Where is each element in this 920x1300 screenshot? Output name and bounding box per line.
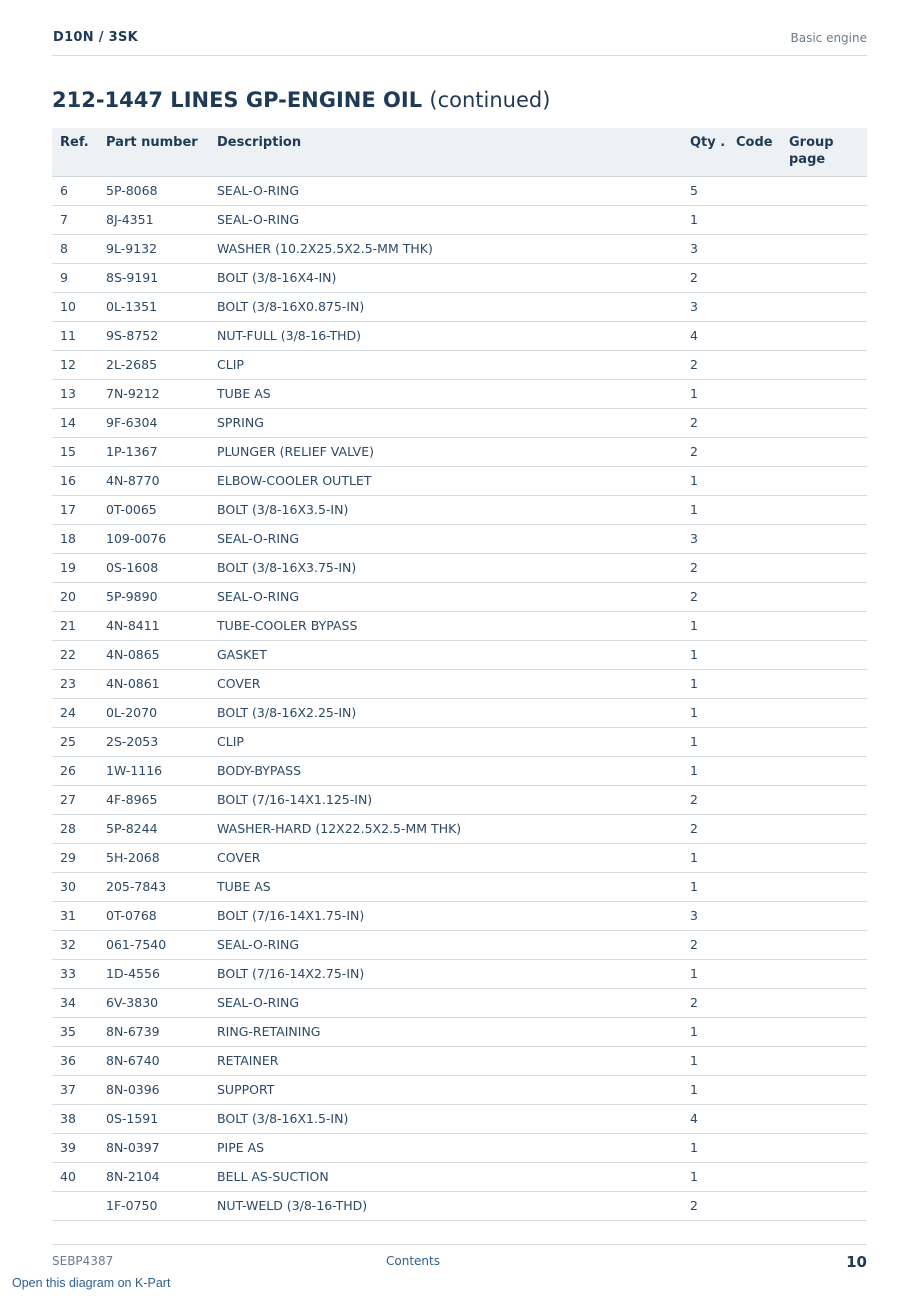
table-row	[52, 583, 867, 612]
code-cell	[728, 1163, 781, 1192]
code-cell	[728, 554, 781, 583]
table-row	[52, 525, 867, 554]
part-number-cell: 0T-0768	[98, 902, 209, 931]
code-cell	[728, 1076, 781, 1105]
description-cell: CLIP	[209, 728, 682, 757]
table-row	[52, 612, 867, 641]
qty-cell: 1	[682, 467, 728, 496]
part-number-cell: 8N-0396	[98, 1076, 209, 1105]
ref-cell: 9	[52, 264, 98, 293]
ref-cell: 31	[52, 902, 98, 931]
group-page-cell	[781, 960, 867, 989]
ref-cell: 23	[52, 670, 98, 699]
code-cell	[728, 844, 781, 873]
part-number-cell: 2L-2685	[98, 351, 209, 380]
qty-cell: 1	[682, 496, 728, 525]
group-page-cell	[781, 438, 867, 467]
table-row	[52, 728, 867, 757]
group-page-cell	[781, 525, 867, 554]
description-cell: BOLT (3/8-16X3.75-IN)	[209, 554, 682, 583]
table-row	[52, 438, 867, 467]
group-page-cell	[781, 931, 867, 960]
code-cell	[728, 583, 781, 612]
description-cell: PLUNGER (RELIEF VALVE)	[209, 438, 682, 467]
table-row	[52, 1192, 867, 1221]
section-label: Basic engine	[790, 31, 867, 45]
group-page-cell	[781, 583, 867, 612]
part-number-cell: 4F-8965	[98, 786, 209, 815]
part-number-cell: 1W-1116	[98, 757, 209, 786]
table-row	[52, 670, 867, 699]
code-cell	[728, 757, 781, 786]
table-row	[52, 902, 867, 931]
description-cell: BELL AS-SUCTION	[209, 1163, 682, 1192]
ref-cell: 17	[52, 496, 98, 525]
description-cell: ELBOW-COOLER OUTLET	[209, 467, 682, 496]
code-cell	[728, 699, 781, 728]
column-header-qty: Qty .	[682, 128, 728, 177]
table-row	[52, 757, 867, 786]
description-cell: BOLT (7/16-14X1.125-IN)	[209, 786, 682, 815]
code-cell	[728, 206, 781, 235]
table-row	[52, 815, 867, 844]
code-cell	[728, 1047, 781, 1076]
code-cell	[728, 1105, 781, 1134]
part-number-cell: 0L-1351	[98, 293, 209, 322]
parts-table-body	[52, 177, 867, 1221]
part-number-cell: 7N-9212	[98, 380, 209, 409]
ref-cell: 39	[52, 1134, 98, 1163]
part-number-cell: 4N-0861	[98, 670, 209, 699]
description-cell: SEAL-O-RING	[209, 989, 682, 1018]
code-cell	[728, 351, 781, 380]
table-row	[52, 1047, 867, 1076]
ref-cell: 40	[52, 1163, 98, 1192]
description-cell: RETAINER	[209, 1047, 682, 1076]
table-row	[52, 931, 867, 960]
qty-cell: 1	[682, 206, 728, 235]
table-row	[52, 699, 867, 728]
description-cell: SEAL-O-RING	[209, 206, 682, 235]
table-row	[52, 844, 867, 873]
qty-cell: 1	[682, 873, 728, 902]
table-row	[52, 989, 867, 1018]
code-cell	[728, 786, 781, 815]
table-row	[52, 1134, 867, 1163]
code-cell	[728, 322, 781, 351]
continued-label: (continued)	[429, 88, 551, 112]
qty-cell: 2	[682, 409, 728, 438]
qty-cell: 1	[682, 1134, 728, 1163]
group-page-cell	[781, 989, 867, 1018]
ref-cell: 18	[52, 525, 98, 554]
ref-cell: 30	[52, 873, 98, 902]
group-page-cell	[781, 1018, 867, 1047]
description-cell: SEAL-O-RING	[209, 583, 682, 612]
description-cell: SEAL-O-RING	[209, 931, 682, 960]
part-number-cell: 9L-9132	[98, 235, 209, 264]
ref-cell: 29	[52, 844, 98, 873]
part-number-cell: 9F-6304	[98, 409, 209, 438]
description-cell: BOLT (3/8-16X1.5-IN)	[209, 1105, 682, 1134]
column-header-description: Description	[209, 128, 682, 177]
qty-cell: 2	[682, 786, 728, 815]
part-number-cell: 0T-0065	[98, 496, 209, 525]
part-number-cell: 8J-4351	[98, 206, 209, 235]
code-cell	[728, 467, 781, 496]
code-cell	[728, 409, 781, 438]
qty-cell: 4	[682, 1105, 728, 1134]
description-cell: TUBE AS	[209, 380, 682, 409]
table-row	[52, 409, 867, 438]
ref-cell: 20	[52, 583, 98, 612]
parts-table	[52, 128, 867, 1221]
ref-cell: 8	[52, 235, 98, 264]
description-cell: BODY-BYPASS	[209, 757, 682, 786]
group-page-cell	[781, 496, 867, 525]
column-header-code: Code	[728, 128, 781, 177]
group-page-cell	[781, 1047, 867, 1076]
description-cell: PIPE AS	[209, 1134, 682, 1163]
group-page-cell	[781, 1134, 867, 1163]
qty-cell: 3	[682, 525, 728, 554]
code-cell	[728, 1192, 781, 1221]
qty-cell: 2	[682, 583, 728, 612]
group-page-cell	[781, 351, 867, 380]
qty-cell: 2	[682, 554, 728, 583]
qty-cell: 2	[682, 351, 728, 380]
description-cell: NUT-WELD (3/8-16-THD)	[209, 1192, 682, 1221]
description-cell: COVER	[209, 844, 682, 873]
code-cell	[728, 496, 781, 525]
part-number-cell: 0S-1591	[98, 1105, 209, 1134]
group-page-cell	[781, 206, 867, 235]
qty-cell: 3	[682, 293, 728, 322]
qty-cell: 1	[682, 1047, 728, 1076]
table-row	[52, 380, 867, 409]
table-row	[52, 960, 867, 989]
group-page-cell	[781, 902, 867, 931]
ref-cell: 25	[52, 728, 98, 757]
table-row	[52, 351, 867, 380]
model-label: D10N / 3SK	[53, 30, 139, 45]
ref-cell: 37	[52, 1076, 98, 1105]
table-row	[52, 264, 867, 293]
qty-cell: 4	[682, 322, 728, 351]
table-row	[52, 641, 867, 670]
ref-cell: 38	[52, 1105, 98, 1134]
description-cell: RING-RETAINING	[209, 1018, 682, 1047]
group-page-cell	[781, 1163, 867, 1192]
part-number-cell: 1F-0750	[98, 1192, 209, 1221]
description-cell: SUPPORT	[209, 1076, 682, 1105]
description-cell: BOLT (3/8-16X3.5-IN)	[209, 496, 682, 525]
part-number-cell: 8N-6740	[98, 1047, 209, 1076]
code-cell	[728, 177, 781, 206]
code-cell	[728, 612, 781, 641]
part-number-cell: 205-7843	[98, 873, 209, 902]
description-cell: BOLT (7/16-14X1.75-IN)	[209, 902, 682, 931]
ref-cell: 27	[52, 786, 98, 815]
ref-cell: 14	[52, 409, 98, 438]
part-number-cell: 4N-0865	[98, 641, 209, 670]
header-row	[52, 128, 867, 177]
qty-cell: 1	[682, 1018, 728, 1047]
group-page-cell	[781, 728, 867, 757]
code-cell	[728, 1018, 781, 1047]
part-number-cell: 9S-8752	[98, 322, 209, 351]
column-header-ref: Ref.	[52, 128, 98, 177]
description-cell: COVER	[209, 670, 682, 699]
ref-cell: 12	[52, 351, 98, 380]
group-page-cell	[781, 786, 867, 815]
ref-cell: 10	[52, 293, 98, 322]
code-cell	[728, 728, 781, 757]
qty-cell: 1	[682, 641, 728, 670]
column-header-part-number: Part number	[98, 128, 209, 177]
description-cell: BOLT (7/16-14X2.75-IN)	[209, 960, 682, 989]
group-page-cell	[781, 264, 867, 293]
qty-cell: 1	[682, 699, 728, 728]
code-cell	[728, 931, 781, 960]
code-cell	[728, 525, 781, 554]
ref-cell: 21	[52, 612, 98, 641]
contents-link[interactable]: Contents	[386, 1254, 440, 1268]
part-number-cell: 1D-4556	[98, 960, 209, 989]
code-cell	[728, 641, 781, 670]
table-row	[52, 1076, 867, 1105]
qty-cell: 1	[682, 1076, 728, 1105]
qty-cell: 5	[682, 177, 728, 206]
description-cell: SEAL-O-RING	[209, 177, 682, 206]
qty-cell: 1	[682, 1163, 728, 1192]
group-page-cell	[781, 554, 867, 583]
page-footer	[52, 1244, 867, 1275]
group-page-cell	[781, 670, 867, 699]
group-page-cell	[781, 177, 867, 206]
description-cell: BOLT (3/8-16X0.875-IN)	[209, 293, 682, 322]
group-page-cell	[781, 641, 867, 670]
part-number-cell: 1P-1367	[98, 438, 209, 467]
group-page-cell	[781, 1192, 867, 1221]
group-page-cell	[781, 873, 867, 902]
part-number-cell: 6V-3830	[98, 989, 209, 1018]
ref-cell: 7	[52, 206, 98, 235]
ref-cell: 34	[52, 989, 98, 1018]
table-row	[52, 206, 867, 235]
table-row	[52, 873, 867, 902]
ref-cell: 15	[52, 438, 98, 467]
table-row	[52, 1105, 867, 1134]
parts-table-header	[52, 128, 867, 177]
qty-cell: 3	[682, 902, 728, 931]
code-cell	[728, 873, 781, 902]
table-row	[52, 177, 867, 206]
open-diagram-kpart-link[interactable]: Open this diagram on K-Part	[12, 1276, 171, 1290]
qty-cell: 1	[682, 380, 728, 409]
group-page-cell	[781, 380, 867, 409]
part-number-cell: 8N-6739	[98, 1018, 209, 1047]
code-cell	[728, 264, 781, 293]
part-number-cell: 2S-2053	[98, 728, 209, 757]
qty-cell: 2	[682, 815, 728, 844]
page-number: 10	[846, 1253, 867, 1271]
table-row	[52, 1163, 867, 1192]
ref-cell: 32	[52, 931, 98, 960]
part-number-cell: 061-7540	[98, 931, 209, 960]
qty-cell: 2	[682, 1192, 728, 1221]
group-page-cell	[781, 757, 867, 786]
part-number-cell: 4N-8411	[98, 612, 209, 641]
qty-cell: 1	[682, 757, 728, 786]
part-number-cell: 4N-8770	[98, 467, 209, 496]
group-page-cell	[781, 322, 867, 351]
group-page-cell	[781, 815, 867, 844]
document-id: SEBP4387	[52, 1254, 114, 1268]
description-cell: BOLT (3/8-16X4-IN)	[209, 264, 682, 293]
group-page-cell	[781, 1105, 867, 1134]
group-page-cell	[781, 409, 867, 438]
description-cell: CLIP	[209, 351, 682, 380]
ref-cell: 33	[52, 960, 98, 989]
part-number-cell: 5P-8068	[98, 177, 209, 206]
ref-cell: 22	[52, 641, 98, 670]
ref-cell: 6	[52, 177, 98, 206]
description-cell: NUT-FULL (3/8-16-THD)	[209, 322, 682, 351]
page-header	[52, 28, 867, 56]
column-header-group-page: Group page	[781, 128, 867, 177]
table-row	[52, 554, 867, 583]
table-row	[52, 1018, 867, 1047]
description-cell: SEAL-O-RING	[209, 525, 682, 554]
group-page-cell	[781, 612, 867, 641]
part-number-cell: 5P-8244	[98, 815, 209, 844]
code-cell	[728, 902, 781, 931]
table-row	[52, 496, 867, 525]
part-number-cell: 5P-9890	[98, 583, 209, 612]
code-cell	[728, 235, 781, 264]
ref-cell	[52, 1192, 98, 1221]
qty-cell: 2	[682, 931, 728, 960]
code-cell	[728, 960, 781, 989]
part-number-cell: 0L-2070	[98, 699, 209, 728]
ref-cell: 28	[52, 815, 98, 844]
group-title: 212-1447 LINES GP-ENGINE OIL	[52, 88, 423, 112]
qty-cell: 2	[682, 264, 728, 293]
table-row	[52, 235, 867, 264]
qty-cell: 1	[682, 960, 728, 989]
table-row	[52, 322, 867, 351]
code-cell	[728, 380, 781, 409]
ref-cell: 13	[52, 380, 98, 409]
description-cell: BOLT (3/8-16X2.25-IN)	[209, 699, 682, 728]
ref-cell: 19	[52, 554, 98, 583]
group-page-cell	[781, 235, 867, 264]
ref-cell: 26	[52, 757, 98, 786]
code-cell	[728, 815, 781, 844]
group-page-cell	[781, 1076, 867, 1105]
table-row	[52, 293, 867, 322]
part-number-cell: 8S-9191	[98, 264, 209, 293]
group-page-cell	[781, 467, 867, 496]
part-number-cell: 8N-0397	[98, 1134, 209, 1163]
group-page-cell	[781, 699, 867, 728]
group-page-cell	[781, 293, 867, 322]
qty-cell: 3	[682, 235, 728, 264]
code-cell	[728, 293, 781, 322]
qty-cell: 1	[682, 728, 728, 757]
part-number-cell: 5H-2068	[98, 844, 209, 873]
qty-cell: 1	[682, 844, 728, 873]
description-cell: WASHER-HARD (12X22.5X2.5-MM THK)	[209, 815, 682, 844]
part-number-cell: 0S-1608	[98, 554, 209, 583]
qty-cell: 1	[682, 670, 728, 699]
part-number-cell: 8N-2104	[98, 1163, 209, 1192]
table-row	[52, 786, 867, 815]
part-number-cell: 109-0076	[98, 525, 209, 554]
table-row	[52, 467, 867, 496]
description-cell: GASKET	[209, 641, 682, 670]
description-cell: TUBE-COOLER BYPASS	[209, 612, 682, 641]
description-cell: SPRING	[209, 409, 682, 438]
code-cell	[728, 989, 781, 1018]
ref-cell: 24	[52, 699, 98, 728]
ref-cell: 11	[52, 322, 98, 351]
ref-cell: 36	[52, 1047, 98, 1076]
ref-cell: 16	[52, 467, 98, 496]
page-title	[52, 88, 550, 112]
code-cell	[728, 670, 781, 699]
code-cell	[728, 438, 781, 467]
qty-cell: 2	[682, 438, 728, 467]
description-cell: TUBE AS	[209, 873, 682, 902]
ref-cell: 35	[52, 1018, 98, 1047]
group-page-cell	[781, 844, 867, 873]
qty-cell: 1	[682, 612, 728, 641]
code-cell	[728, 1134, 781, 1163]
description-cell: WASHER (10.2X25.5X2.5-MM THK)	[209, 235, 682, 264]
qty-cell: 2	[682, 989, 728, 1018]
